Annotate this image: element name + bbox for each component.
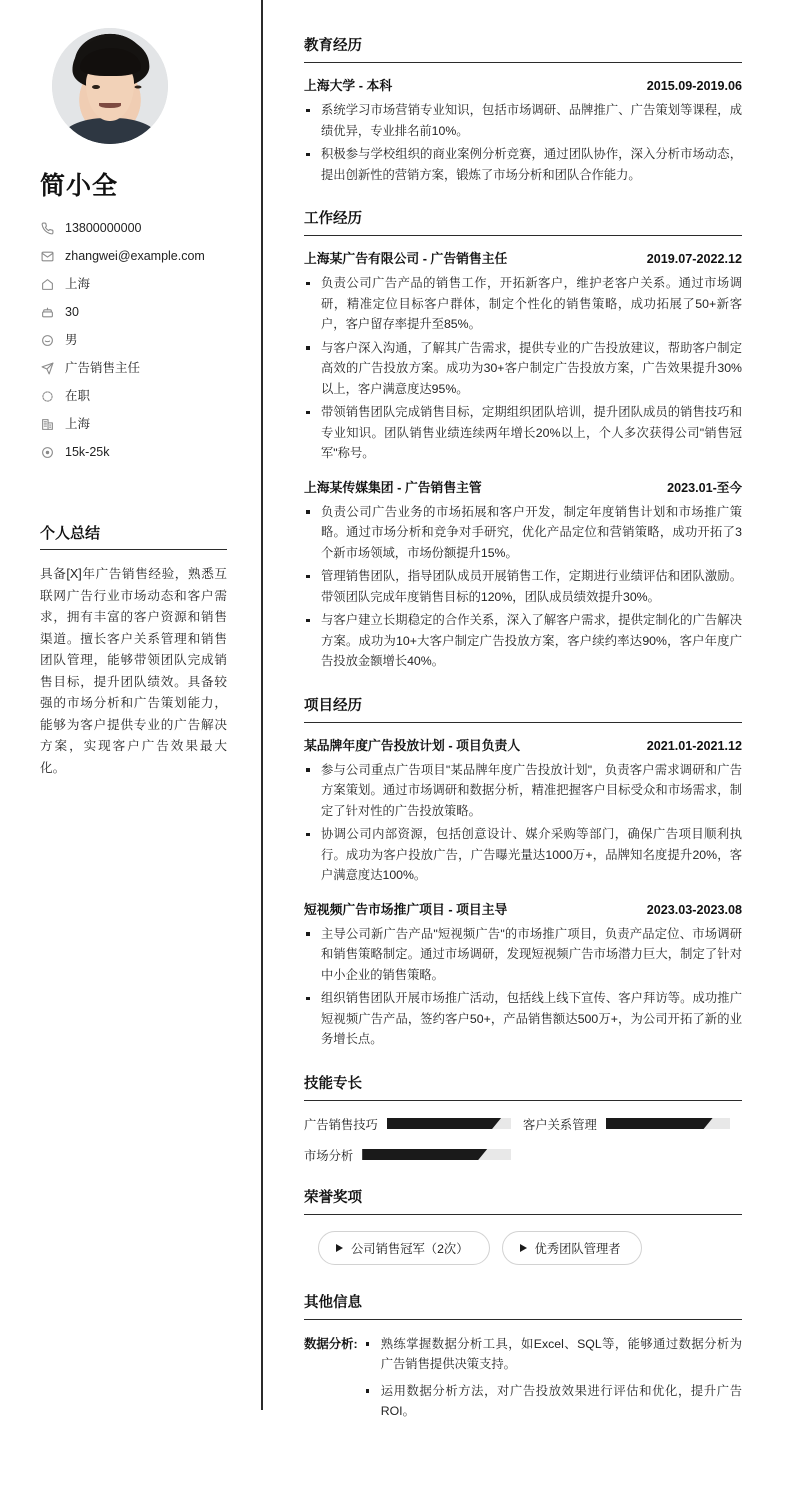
bullet: 负责公司广告业务的市场拓展和客户开发，制定年度销售计划和市场推广策略。通过市场分析和竞争对手研究，优化产品定位和营销策略，成功开拓了3个新市场领域，市场份额提升15%。	[304, 502, 742, 564]
phone-icon	[40, 220, 55, 236]
bullet: 积极参与学校组织的商业案例分析竞赛，通过团队协作，深入分析市场动态，提出创新性的营销方案，锻炼了市场分析和团队合作能力。	[304, 144, 742, 185]
entry-title: 某品牌年度广告投放计划 - 项目负责人	[304, 737, 521, 753]
avatar-photo	[52, 28, 168, 144]
entry-date: 2021.01-2021.12	[646, 738, 742, 753]
building-icon	[40, 416, 55, 432]
contact-item-gender	[40, 332, 227, 348]
skill-progress-track	[387, 1118, 511, 1129]
honor-badge-row	[304, 1229, 742, 1269]
section-skills	[304, 1072, 742, 1164]
contact-value-position: 广告销售主任	[65, 361, 141, 375]
entry-bullets	[304, 924, 742, 1050]
entry-head	[304, 250, 742, 268]
contact-item-phone	[40, 220, 227, 236]
main-content	[263, 0, 794, 1490]
bullet: 组织销售团队开展市场推广活动，包括线上线下宣传、客户拜访等。成功推广短视频广告产品，签约客户50+，产品销售额达500万+，为公司开拓了新的业务增长点。	[304, 988, 742, 1050]
entry-head	[304, 737, 742, 755]
entry-title: 上海某传媒集团 - 广告销售主管	[304, 479, 482, 495]
entry-date: 2023.03-2023.08	[646, 902, 742, 917]
summary-text: 具备[X]年广告销售经验，熟悉互联网广告行业市场动态和客户需求，拥有丰富的客户资源和销售渠道。擅长客户关系管理和销售团队管理，能够带领团队完成销售目标，提升团队绩效。具备较强的市场分析和广告策划能力，能够为客户提供专业的广告解决方案，实现客户广告效果最大化。	[40, 567, 227, 775]
section-heading-work: 工作经历	[304, 207, 742, 236]
entry-date: 2023.01-至今	[667, 480, 742, 495]
contact-value-status: 在职	[65, 389, 91, 403]
contact-value-salary: 15k-25k	[65, 445, 110, 459]
contact-list	[40, 220, 227, 460]
entry-date: 2015.09-2019.06	[646, 79, 742, 93]
cake-icon	[40, 304, 55, 320]
entry-title: 短视频广告市场推广项目 - 项目主导	[304, 901, 508, 917]
section-education	[304, 34, 742, 185]
honor-badge-label: 公司销售冠军（2次）	[351, 1241, 469, 1256]
play-triangle-icon	[520, 1244, 527, 1252]
summary-section	[40, 522, 227, 779]
other-group	[304, 1334, 742, 1428]
honor-badge[interactable]	[502, 1231, 642, 1265]
contact-value-city: 上海	[65, 417, 91, 431]
honor-badge-label: 优秀团队管理者	[534, 1241, 621, 1256]
bullet: 熟练掌握数据分析工具，如Excel、SQL等，能够通过数据分析为广告销售提供决策支持。	[364, 1334, 742, 1375]
avatar	[52, 28, 168, 144]
section-projects	[304, 694, 742, 1050]
contact-value-email: zhangwei@example.com	[65, 249, 205, 263]
honor-badge[interactable]	[318, 1231, 490, 1265]
home-icon	[40, 276, 55, 292]
project-entry	[304, 901, 742, 1050]
gender-icon	[40, 332, 55, 348]
entry-bullets	[304, 100, 742, 185]
bullet: 带领销售团队完成销售目标，定期组织团队培训，提升团队成员的销售技巧和专业知识。团队销售业绩连续两年增长20%以上，个人多次获得公司"销售冠军"称号。	[304, 402, 742, 464]
entry-head	[304, 901, 742, 919]
envelope-icon	[40, 248, 55, 264]
contact-item-salary	[40, 444, 227, 460]
section-work	[304, 207, 742, 672]
section-other	[304, 1291, 742, 1428]
bullet: 与客户深入沟通，了解其广告需求，提供专业的广告投放建议，帮助客户制定高效的广告投放方案。成功为30+客户制定广告投放方案，广告效果提升30%以上，客户满意度达95%。	[304, 338, 742, 400]
skill-progress-fill	[606, 1118, 713, 1129]
skill-label: 市场分析	[304, 1148, 354, 1163]
bullet: 运用数据分析方法，对广告投放效果进行评估和优化，提升广告ROI。	[364, 1381, 742, 1422]
work-entry	[304, 479, 742, 672]
sidebar	[0, 0, 263, 1410]
skill-label: 广告销售技巧	[304, 1117, 378, 1132]
contact-item-location	[40, 276, 227, 292]
entry-title: 上海某广告有限公司 - 广告销售主任	[304, 251, 508, 266]
bullet: 协调公司内部资源，包括创意设计、媒介采购等部门，确保广告项目顺利执行。成功为客户投放广告，广告曝光量达1000万+，品牌知名度提升20%，客户满意度达100%。	[304, 824, 742, 886]
entry-bullets	[304, 502, 742, 672]
skill-progress-track	[362, 1149, 511, 1160]
contact-item-status	[40, 388, 227, 404]
entry-bullets	[304, 760, 742, 886]
bullet: 主导公司新广告产品"短视频广告"的市场推广项目，负责产品定位、市场调研和销售策略制定。通过市场调研，发现短视频广告市场潜力巨大，制定了针对中小企业的销售策略。	[304, 924, 742, 986]
skill-item	[523, 1115, 742, 1133]
bullet: 负责公司广告产品的销售工作，开拓新客户，维护老客户关系。通过市场调研，精准定位目标客户群体，制定个性化的销售策略，成功拓展了50+新客户，客户留存率提升至85%。	[304, 273, 742, 335]
skill-grid	[304, 1115, 742, 1164]
section-heading-education: 教育经历	[304, 34, 742, 63]
skill-progress-fill	[387, 1118, 501, 1129]
project-entry	[304, 737, 742, 886]
contact-value-age: 30	[65, 305, 79, 319]
contact-item-position	[40, 360, 227, 376]
contact-value-phone: 13800000000	[65, 221, 142, 235]
contact-item-city	[40, 416, 227, 432]
entry-title: 上海大学 - 本科	[304, 78, 393, 93]
section-heading-skills: 技能专长	[304, 1072, 742, 1101]
skill-progress-fill	[362, 1149, 487, 1160]
bullet: 管理销售团队，指导团队成员开展销售工作，定期进行业绩评估和团队激励。带领团队完成年度销售目标的120%，团队成员绩效提升30%。	[304, 566, 742, 607]
entry-head	[304, 77, 742, 95]
skill-label: 客户关系管理	[523, 1117, 597, 1132]
skill-progress-track	[606, 1118, 730, 1129]
paper-plane-icon	[40, 360, 55, 376]
bullet: 系统学习市场营销专业知识，包括市场调研、品牌推广、广告策划等课程，成绩优异，专业排名前10%。	[304, 100, 742, 141]
target-icon	[40, 444, 55, 460]
entry-head	[304, 479, 742, 497]
section-honors	[304, 1186, 742, 1269]
section-heading-honors: 荣誉奖项	[304, 1186, 742, 1215]
other-bullets	[364, 1334, 742, 1428]
entry-bullets	[304, 273, 742, 464]
person-name: 简小全	[40, 172, 119, 200]
contact-value-location: 上海	[65, 277, 91, 291]
section-heading-projects: 项目经历	[304, 694, 742, 723]
bullet: 与客户建立长期稳定的合作关系，深入了解客户需求，提供定制化的广告解决方案。成功为10+大客户制定广告投放方案，客户续约率达90%，客户年度广告投放金额增长40%。	[304, 610, 742, 672]
skill-item	[304, 1146, 523, 1164]
work-entry	[304, 250, 742, 464]
skill-item	[304, 1115, 523, 1133]
other-group-label: 数据分析:	[304, 1336, 358, 1351]
refresh-icon	[40, 388, 55, 404]
contact-item-email	[40, 248, 227, 264]
education-entry	[304, 77, 742, 185]
summary-heading: 个人总结	[40, 522, 227, 550]
bullet: 参与公司重点广告项目"某品牌年度广告投放计划"，负责客户需求调研和广告方案策划。通过市场调研和数据分析，精准把握客户目标受众和市场需求，制定了针对性的广告投放策略。	[304, 760, 742, 822]
contact-value-gender: 男	[65, 333, 78, 347]
entry-date: 2019.07-2022.12	[646, 252, 742, 266]
contact-item-age	[40, 304, 227, 320]
section-heading-other: 其他信息	[304, 1291, 742, 1320]
play-triangle-icon	[336, 1244, 343, 1252]
avatar-hair	[80, 48, 141, 76]
